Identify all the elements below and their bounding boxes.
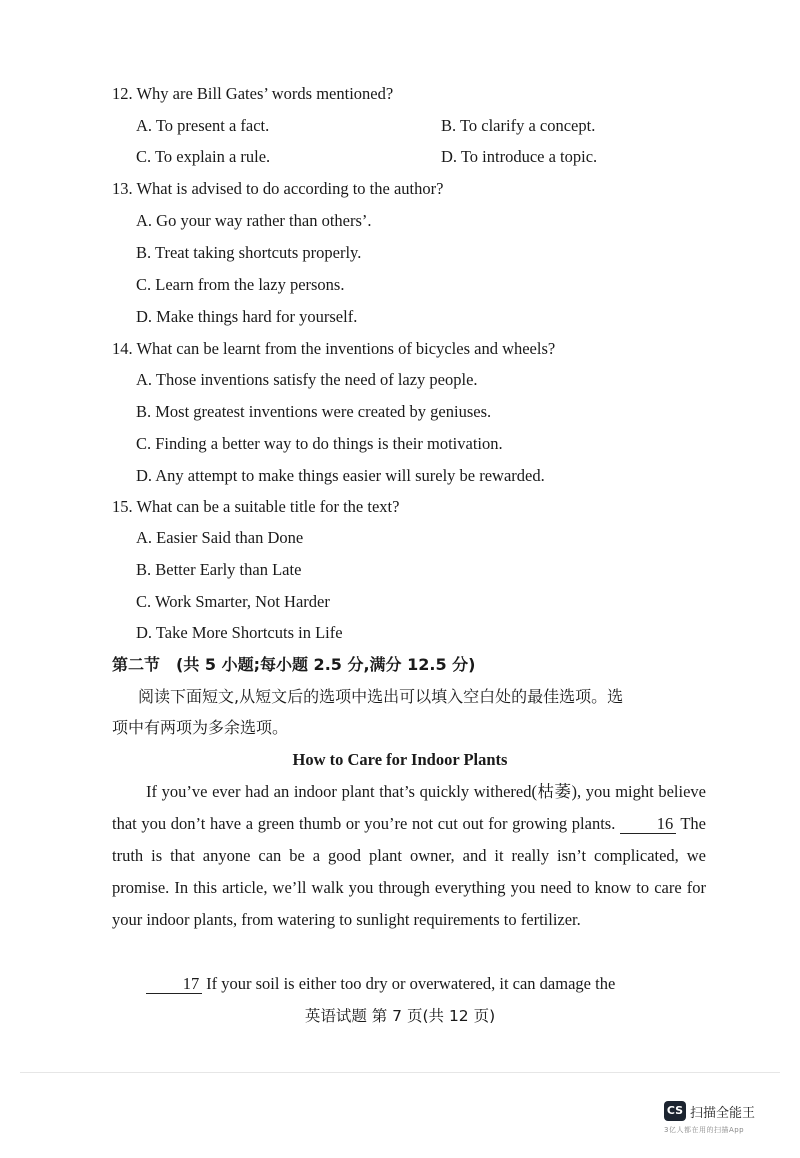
page-footer: 英语试题 第 7 页(共 12 页) — [304, 1007, 496, 1025]
question-13-stem: 13. What is advised to do according to the author? — [112, 179, 444, 198]
passage-paragraph-1-part-b: The truth is that anyone can be a good plant owner, and it really isn’t complicated, we promise. In this article, we’ll walk you through everything you need to know to care for your indoor plants, from watering to sunlight requirements to fertilizer. — [112, 814, 706, 929]
question-15-option-d: D. Take More Shortcuts in Life — [136, 623, 343, 642]
question-13-option-c: C. Learn from the lazy persons. — [136, 275, 345, 294]
question-12-option-a: A. To present a fact. — [136, 116, 270, 135]
scanner-watermark — [664, 1101, 764, 1141]
question-15-option-b: B. Better Early than Late — [136, 560, 302, 579]
camscanner-logo-icon: CS — [664, 1101, 686, 1121]
question-13-option-b: B. Treat taking shortcuts properly. — [136, 243, 362, 262]
question-14-stem: 14. What can be learnt from the inventions of bicycles and wheels? — [112, 339, 556, 358]
scan-divider — [20, 1072, 780, 1073]
question-12-option-c: C. To explain a rule. — [136, 147, 271, 166]
blank-16: 16 — [620, 815, 676, 834]
question-14-option-b: B. Most greatest inventions were created by geniuses. — [136, 402, 492, 421]
question-15-option-a: A. Easier Said than Done — [136, 528, 304, 547]
question-12-option-d: D. To introduce a topic. — [441, 147, 598, 166]
passage-paragraph-2-text: If your soil is either too dry or overwatered, it can damage the — [206, 974, 616, 993]
question-14-option-d: D. Any attempt to make things easier will surely be rewarded. — [136, 466, 545, 485]
question-12-option-b: B. To clarify a concept. — [441, 116, 596, 135]
question-14-option-c: C. Finding a better way to do things is their motivation. — [136, 434, 503, 453]
passage-title: How to Care for Indoor Plants — [292, 750, 508, 769]
question-12-stem: 12. Why are Bill Gates’ words mentioned? — [112, 84, 394, 103]
question-15-stem: 15. What can be a suitable title for the text? — [112, 497, 400, 516]
section-instruction-line-1: 阅读下面短文,从短文后的选项中选出可以填入空白处的最佳选项。选 — [138, 687, 624, 706]
blank-17: 17 — [146, 975, 202, 994]
passage-paragraph-1-part-a: If you’ve ever had an indoor plant that’s quickly withered(枯萎), you might believe that you don’t have a green thumb or you’re not cut out for growing plants. — [112, 782, 706, 833]
question-13-option-a: A. Go your way rather than others’. — [136, 211, 372, 230]
scanner-app-name: 扫描全能王 — [690, 1106, 756, 1121]
section-heading: 第二节 (共 5 小题;每小题 2.5 分,满分 12.5 分) — [112, 655, 476, 674]
passage-paragraph-1 — [112, 776, 706, 936]
question-14-option-a: A. Those inventions satisfy the need of lazy people. — [136, 370, 478, 389]
passage-paragraph-2 — [112, 968, 706, 1000]
section-instruction-line-2: 项中有两项为多余选项。 — [112, 718, 289, 737]
scanner-tagline: 3亿人都在用的扫描App — [664, 1126, 745, 1134]
question-13-option-d: D. Make things hard for yourself. — [136, 307, 358, 326]
question-15-option-c: C. Work Smarter, Not Harder — [136, 592, 330, 611]
